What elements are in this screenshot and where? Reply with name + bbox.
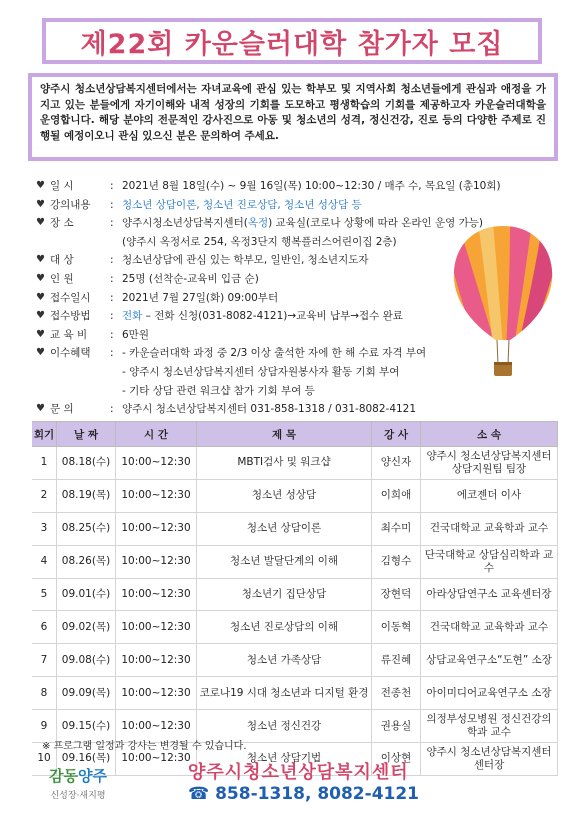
cell-org: 건국대학교 교육학과 교수 — [421, 512, 558, 545]
cell-title: 청소년 발달단계의 이해 — [197, 545, 372, 578]
schedule-note: ※ 프로그램 일정과 강사는 변경될 수 있습니다. — [42, 741, 247, 752]
cell-org: 아라상담연구소 교육센터장 — [421, 578, 558, 611]
table-row — [32, 644, 558, 677]
cell-no: 1 — [32, 447, 57, 480]
info-date: ♥ 일 시 : 2021년 8월 18일(수) ~ 9월 16일(목) 10:00~12:30 / 매주 수, 목요일 (총10회) — [36, 177, 556, 196]
info-benefit-3: - 기타 상담 관련 워크샵 참가 기회 부여 등 — [122, 384, 315, 397]
heart-icon: ♥ — [36, 328, 45, 340]
table-row — [32, 479, 558, 512]
table-body — [32, 447, 558, 776]
cell-lecturer: 이희애 — [372, 479, 421, 512]
cell-time: 10:00~12:30 — [116, 677, 197, 710]
table-row — [32, 512, 558, 545]
cell-no: 8 — [32, 677, 57, 710]
cell-org: 단국대학교 상담심리학과 교수 — [421, 545, 558, 578]
cell-no: 2 — [32, 479, 57, 512]
info-place-address: (양주시 옥정서로 254, 옥정3단지 행복플러스어린이집 2층) — [122, 235, 397, 248]
cell-lecturer: 양신자 — [372, 447, 421, 480]
cell-date: 09.09(목) — [57, 677, 116, 710]
heart-icon: ♥ — [36, 347, 45, 359]
table-row — [32, 545, 558, 578]
title-box — [42, 18, 542, 64]
header-session: 회기 — [32, 422, 57, 447]
cell-date: 09.16(목) — [57, 743, 116, 776]
cell-date: 09.08(수) — [57, 644, 116, 677]
footer-org-name: 양주시청소년상담복지센터 — [188, 762, 409, 783]
cell-org: 상담교육연구소“도현” 소장 — [421, 644, 558, 677]
info-fee: ♥ 교 육 비 : 6만원 — [36, 326, 556, 345]
info-benefit-2: - 양주시 청소년상담복지센터 상담자원봉사자 활동 기회 부여 — [122, 365, 400, 378]
info-benefit: ♥ 이수혜택 : - 카운슬러대학 과정 중 2/3 이상 출석한 자에 한 해 수료 자격 부여 — [36, 344, 556, 363]
heart-icon: ♥ — [36, 272, 45, 284]
cell-time: 10:00~12:30 — [116, 545, 197, 578]
heart-icon: ♥ — [36, 310, 45, 322]
table-row — [32, 447, 558, 480]
schedule-table — [32, 421, 558, 776]
table-header-row — [32, 422, 558, 447]
cell-time: 10:00~12:30 — [116, 611, 197, 644]
cell-title: 청소년 상담이론 — [197, 512, 372, 545]
cell-time: 10:00~12:30 — [116, 512, 197, 545]
info-content: ♥ 강의내용 : 청소년 상담이론, 청소년 진로상담, 청소년 성상담 등 — [36, 196, 556, 215]
cell-org: 아이미디어교육연구소 소장 — [421, 677, 558, 710]
cell-org: 에코젠더 이사 — [421, 479, 558, 512]
cell-no: 10 — [32, 743, 57, 776]
cell-org: 양주시 청소년상담복지센터 센터장 — [421, 743, 558, 776]
cell-time: 10:00~12:30 — [116, 447, 197, 480]
header-org: 소 속 — [421, 422, 558, 447]
cell-lecturer: 장현덕 — [372, 578, 421, 611]
cell-no: 3 — [32, 512, 57, 545]
info-apply-method: ♥ 접수방법 : 전화 – 전화 신청(031-8082-4121)→교육비 납부→접수 완료 — [36, 307, 556, 326]
cell-date: 09.15(수) — [57, 710, 116, 743]
cell-time: 10:00~12:30 — [116, 743, 197, 776]
cell-date: 08.18(수) — [57, 447, 116, 480]
cell-lecturer: 김형수 — [372, 545, 421, 578]
table-row — [32, 677, 558, 710]
header-time: 시 간 — [116, 422, 197, 447]
cell-lecturer: 전종천 — [372, 677, 421, 710]
cell-lecturer: 최수미 — [372, 512, 421, 545]
cell-lecturer: 이동혁 — [372, 611, 421, 644]
heart-icon: ♥ — [36, 254, 45, 266]
cell-title: 청소년 상담기법 — [197, 743, 372, 776]
page-title: 제22회 카운슬러대학 참가자 모집 — [80, 28, 504, 60]
cell-title: 청소년 정신건강 — [197, 710, 372, 743]
cell-time: 10:00~12:30 — [116, 578, 197, 611]
heart-icon: ♥ — [36, 180, 45, 191]
intro-box: 양주시 청소년상담복지센터에서는 자녀교육에 관심 있는 학부모 및 지역사회 청소년들에게 관심과 애정을 가지고 있는 분들에게 자기이해와 내적 성장의 기회를 도모하고 평생학습의 기회를 제공하고자 카운슬러대학을 운영합니다. 해당 분야의 전문적인 강사진으로 아동 및 청소년의 성격, 정신건강, 진로 등의 다양한 주제로 진행될 예정이오니 관심 있으신 분은 문의하여 주세요. — [28, 73, 558, 161]
cell-date: 08.25(수) — [57, 512, 116, 545]
cell-date: 09.02(목) — [57, 611, 116, 644]
cell-date: 09.01(수) — [57, 578, 116, 611]
cell-date: 08.26(목) — [57, 545, 116, 578]
heart-icon: ♥ — [36, 217, 45, 229]
cell-no: 5 — [32, 578, 57, 611]
cell-title: 청소년 가족상담 — [197, 644, 372, 677]
heart-icon: ♥ — [36, 198, 45, 210]
cell-title: 청소년기 집단상담 — [197, 578, 372, 611]
heart-icon: ♥ — [36, 403, 45, 415]
info-place: ♥ 장 소 : 양주시청소년상담복지센터(옥정) 교육실(코로나 상황에 따라 온라인 운영 가능) — [36, 214, 556, 233]
cell-time: 10:00~12:30 — [116, 644, 197, 677]
cell-org: 의정부성모병원 정신건강의학과 교수 — [421, 710, 558, 743]
cell-no: 4 — [32, 545, 57, 578]
cell-no: 6 — [32, 611, 57, 644]
info-people: ♥ 인 원 : 25명 (선착순-교육비 입금 순) — [36, 270, 556, 289]
table-row — [32, 578, 558, 611]
hot-air-balloon-illustration — [448, 222, 558, 387]
cell-title: 청소년 진로상담의 이해 — [197, 611, 372, 644]
footer-phone: ☎ 858-1318, 8082-4121 — [188, 784, 420, 804]
cell-lecturer: 류진혜 — [372, 644, 421, 677]
cell-time: 10:00~12:30 — [116, 479, 197, 512]
cell-org: 양주시 청소년상담복지센터 상담지원팀 팀장 — [421, 447, 558, 480]
header-date: 날 짜 — [57, 422, 116, 447]
cell-no: 7 — [32, 644, 57, 677]
cell-lecturer: 이상현 — [372, 743, 421, 776]
info-target: ♥ 대 상 : 청소년상담에 관심 있는 학부모, 일반인, 청소년지도자 — [36, 251, 556, 270]
info-apply-date: ♥ 접수일시 : 2021년 7월 27일(화) 09:00부터 — [36, 289, 556, 308]
heart-icon: ♥ — [36, 291, 45, 303]
header-title: 제 목 — [197, 422, 372, 447]
header-lecturer: 강 사 — [372, 422, 421, 447]
cell-no: 9 — [32, 710, 57, 743]
city-logo: 감동양주 신성장·새지평 — [49, 767, 107, 801]
cell-title: 코로나19 시대 청소년과 디지털 환경 — [197, 677, 372, 710]
cell-title: 청소년 성상담 — [197, 479, 372, 512]
cell-date: 08.19(목) — [57, 479, 116, 512]
cell-title: MBTI검사 및 워크샵 — [197, 447, 372, 480]
table-row — [32, 611, 558, 644]
cell-lecturer: 권용실 — [372, 710, 421, 743]
cell-time: 10:00~12:30 — [116, 710, 197, 743]
cell-org: 건국대학교 교육학과 교수 — [421, 611, 558, 644]
info-contact: ♥ 문 의 : 양주시 청소년상담복지센터 031-858-1318 / 031-8082-4121 — [36, 400, 556, 419]
